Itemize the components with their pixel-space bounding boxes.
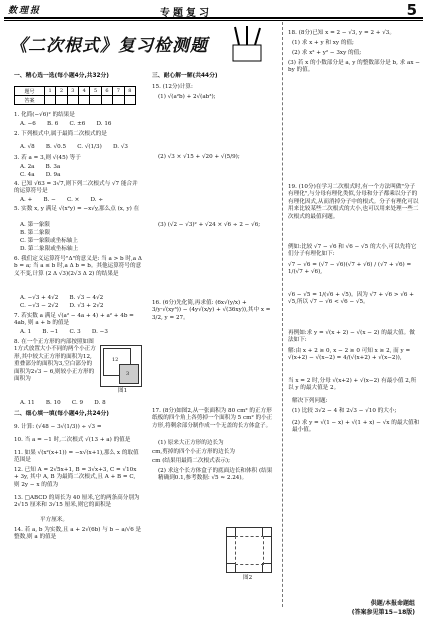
question-16: 16. (6分)先化简,再求值: (6x√(y/x) + 3/y·√(xy³)) − (4y√(x/y) + √(36xy)),其中 x = 3/2, y = 27。 bbox=[152, 300, 271, 321]
question-17-part-1b: cm,剪掉的四个小正方形的边长为 bbox=[152, 449, 235, 455]
question-15-part-1: (1) √(a²b) + 2√(ab³); bbox=[158, 94, 216, 100]
page-number: 5 bbox=[406, 1, 417, 19]
question-11: 11. 如果 √(x²(x+1)) = −x√(x+1),那么 x 的取值范围是 bbox=[14, 450, 139, 464]
question-19-example-6: 当 x = 2 时,分母 √(x+2) + √(x−2) 有最小值 2,所以 y 的最大值是 2。 bbox=[288, 378, 417, 392]
question-19-example-2: √7 − √6 = (√7 − √6)(√7 + √6) / (√7 + √6) = 1/(√7 + √6), bbox=[288, 262, 412, 276]
table-label: 答案 bbox=[15, 96, 45, 105]
question-3-options: A. 2a B. 3a bbox=[20, 164, 61, 170]
question-19-part-1: (1) 比较 3√2 − 4 和 2√3 − √10 的大小; bbox=[292, 408, 397, 414]
table-label: 题号 bbox=[15, 87, 45, 96]
table-col: 2 bbox=[56, 87, 67, 96]
table-col: 7 bbox=[113, 87, 124, 96]
fig1-small-square bbox=[119, 364, 139, 384]
question-5-option-d: D. 第二象限或坐标轴上 bbox=[20, 246, 79, 252]
question-5-option-b: B. 第二象限 bbox=[20, 230, 51, 236]
fig1-overlap-label: 3 bbox=[126, 371, 130, 377]
title-banner bbox=[10, 25, 265, 63]
answer-cell bbox=[67, 96, 78, 105]
header-rule bbox=[4, 17, 423, 19]
table-col: 3 bbox=[67, 87, 78, 96]
answer-cell bbox=[113, 96, 124, 105]
question-6-options-2: C. −√3 − 2√2 D. √3 + 2√2 bbox=[20, 303, 104, 309]
answer-cell bbox=[79, 96, 90, 105]
part1-heading: 一、精心选一选(每小题4分,共32分) bbox=[14, 73, 109, 79]
question-13: 13. □ABCD 的周长为 40 厘米,它的两条高分别为 2√15 厘米和 3√15 厘米,则它的面积是 bbox=[14, 495, 140, 509]
question-14: 14. 若 a, b 为实数,且 a + 2√(6b) 与 b − a/√6 是整数,则 a 的值是 bbox=[14, 527, 142, 541]
question-1-options: A. −6 B. 6 C. ±6 D. 16 bbox=[20, 121, 112, 127]
fig1-large-label: 12 bbox=[112, 357, 119, 363]
question-19-part-2: (2) 求 y = √(1 − x) + √(1 + x) − √x 的最大值和最小值。 bbox=[292, 420, 420, 434]
question-13-unit: 平方厘米。 bbox=[40, 517, 68, 523]
question-19-task: 解决下列问题: bbox=[292, 398, 328, 404]
question-15-part-2: (2) √3 × √15 + √20 + √(5/9); bbox=[158, 154, 240, 160]
column-divider bbox=[282, 22, 283, 607]
figure-2-caption: 图2 bbox=[243, 575, 253, 581]
question-5: 5. 实数 x, y 满足 √(x²y) = −x√y,那么点 (x, y) 在 bbox=[14, 206, 140, 212]
question-3: 3. 若 a = 3,则 √(45) 等于 bbox=[14, 155, 81, 161]
question-10: 10. 当 a = −1 时,二次根式 √(13 + a) 的值是 bbox=[14, 437, 131, 443]
answer-cell bbox=[90, 96, 101, 105]
question-7-options: A. 1 B. −1 C. 3 D. −3 bbox=[20, 329, 108, 335]
question-3-options-2: C. 4a D. 9a bbox=[20, 172, 61, 178]
banner-title: 《二次根式》复习检测题 bbox=[10, 36, 208, 56]
question-12: 12. 已知 A = 2√5x+1, B = 3√x+3, C = √10x + 3y, 其中 A, B 为最简二次根式,且 A + B = C, 则 2y − x 的值为 bbox=[14, 467, 137, 488]
part2-heading: 二、细心填一填(每小题4分,共24分) bbox=[14, 411, 109, 417]
question-2: 2. 下列根式中,属于最简二次根式的是 bbox=[14, 131, 107, 137]
question-18: 18. (8分)已知 x = 2 − √3, y = 2 + √3。 bbox=[288, 30, 395, 36]
answer-table bbox=[14, 86, 136, 105]
question-19-example-4: 再例如:求 y = √(x + 2) − √(x − 2) 的最大值。做法如下: bbox=[288, 330, 415, 344]
page-header bbox=[0, 0, 427, 18]
question-17-part-2: (2) 求这个长方体盒子的底面边长和体积 (结果精确到0.1,参考数据: √5 ≈ 2.24)。 bbox=[158, 468, 273, 482]
fig2-base-square bbox=[235, 536, 264, 565]
question-18-part-2: (2) 求 x² + y² − 3xy 的值; bbox=[292, 50, 362, 56]
brand-logo-text: 数理报 bbox=[8, 6, 42, 16]
question-6: 6. 我们定义运算符号"Δ"的意义是: 当 a > b 时,a Δ b = a; 当 a ≤ b 时,a Δ b = b。其他运算符号的意义不变,计算 (2 Δ √3)(2√3 Δ 2) 的结果是 bbox=[14, 256, 142, 277]
pencils-icon bbox=[229, 25, 265, 63]
answer-cell bbox=[44, 96, 55, 105]
question-9: 9. 计算: (√48 − 3√(1/3)) ÷ √3 = bbox=[14, 424, 102, 430]
table-col: 8 bbox=[124, 87, 135, 96]
answer-cell bbox=[124, 96, 135, 105]
question-18-part-3: (3) 若 x 的小数部分是 a, y 的整数部分是 b, 求 ax − by 的值。 bbox=[288, 60, 420, 74]
question-8-options: A. 11 B. 10 C. 9 D. 8 bbox=[20, 400, 106, 406]
question-8: 8. 在一个正方形的内部按照如图1方式放置大小不同的两个小正方形,其中较大正方形的面积为12,重叠部分的面积为3,空白部分的面积为2√3 − 6,则较小正方形的面积为 bbox=[14, 339, 96, 383]
answer-cell bbox=[101, 96, 112, 105]
question-19-example-5: 解:由 x + 2 ≥ 0, x − 2 ≥ 0 可知 x ≥ 2, 而 y = √(x+2) − √(x−2) = 4/(√(x+2) + √(x−2)), bbox=[288, 348, 411, 362]
question-7: 7. 若实数 a 满足 √(a² − 4a + 4) + a² + 4b = 4ab, 则 a + b 的值是 bbox=[14, 313, 134, 327]
question-19-example-1: 例如:比较 √7 − √6 和 √6 − √5 的大小,可以先将它们分子有理化如下: bbox=[288, 244, 417, 258]
part3-heading: 三、耐心解一解(共44分) bbox=[152, 73, 218, 79]
question-18-part-1: (1) 求 x + y 和 xy 的值; bbox=[292, 40, 354, 46]
table-col: 6 bbox=[101, 87, 112, 96]
section-title: 专题复习 bbox=[160, 8, 212, 19]
question-2-options: A. √8 B. √0.5 C. √(1/3) D. √3 bbox=[20, 144, 128, 150]
question-19: 19. (10分)在学习二次根式时,有一个方法叫做"分子有理化",与分母有理化类似,分母和分子都乘以分子的有理化因式,从而消掉分子中的根式。分子有理化可以用来比较某些二次根式的大小,也可以用来处理一些二次根式的最值问题。 bbox=[288, 184, 419, 220]
question-1: 1. 化简(−√6)² 的结果是 bbox=[14, 112, 75, 118]
figure-1 bbox=[100, 345, 142, 387]
answer-cell bbox=[56, 96, 67, 105]
question-15: 15. (12分)计算: bbox=[152, 84, 193, 90]
figure-2 bbox=[226, 527, 272, 573]
header-rule-thin bbox=[4, 20, 423, 21]
question-5-option-a: A. 第一象限 bbox=[20, 222, 50, 228]
table-col: 4 bbox=[79, 87, 90, 96]
table-col: 5 bbox=[90, 87, 101, 96]
figure-1-caption: 图1 bbox=[118, 388, 128, 394]
question-19-example-3: √6 − √5 = 1/(√6 + √5)。因为 √7 + √6 > √6 + √5,所以 √7 − √6 < √6 − √5。 bbox=[288, 292, 414, 306]
question-4-options: A. + B. − C. × D. ÷ bbox=[20, 197, 104, 203]
table-col: 1 bbox=[44, 87, 55, 96]
question-6-options: A. −√3 + 4√2 B. √3 − 4√2 bbox=[20, 295, 104, 301]
question-17-part-1: (1) 原来大正方形的边长为 bbox=[158, 440, 224, 446]
question-5-option-c: C. 第一象限或坐标轴上 bbox=[20, 238, 78, 244]
footer-author: 供题/本报命题组 bbox=[370, 600, 415, 607]
question-4: 4. 已知 √63 = 3√7,则下列二次根式与 √7 能合并的运算符号是 bbox=[14, 181, 138, 195]
question-17-part-1c: cm (结果用最简二次根式表示); bbox=[152, 458, 230, 464]
question-15-part-3: (3) (√2 − √3)² + √24 × √6 ÷ 2 − √6; bbox=[158, 222, 261, 228]
footer-reference: (答案参见第15−18版) bbox=[351, 609, 415, 616]
question-17: 17. (8分)如图2,从一张面积为 80 cm² 的正方形纸板的四个角上各剪掉一个面积为 5 cm² 的小正方形,将剩余部分制作成一个无盖的长方体盒子。 bbox=[152, 408, 273, 429]
